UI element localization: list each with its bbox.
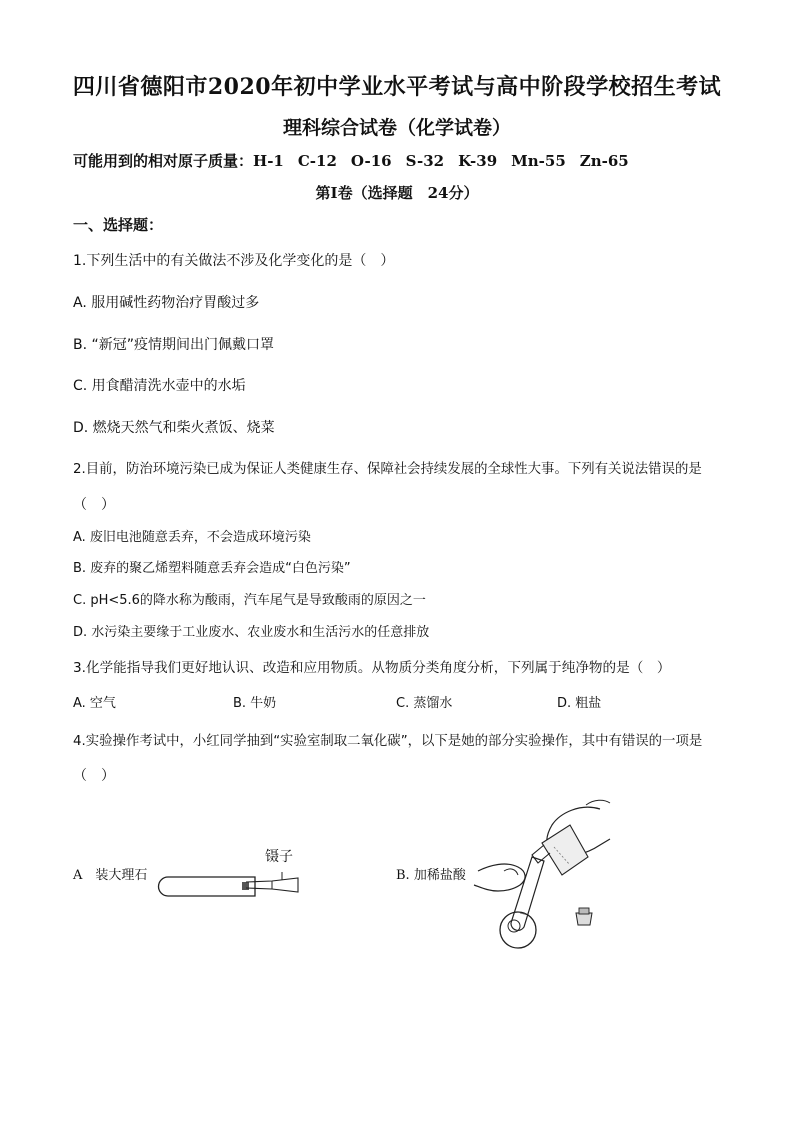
mass-item: S-32 (405, 152, 445, 170)
question-2-stem: 2.目前，防治环境污染已成为保证人类健康生存、保障社会持续发展的全球性大事。下列有关说法错误的是 (73, 462, 702, 477)
question-1-option-b: B. “新冠”疫情期间出门佩戴口罩 (73, 337, 275, 353)
question-1-option-a: A. 服用碱性药物治疗胃酸过多 (73, 295, 260, 311)
question-2-option-d: D. 水污染主要缘于工业废水、农业废水和生活污水的任意排放 (73, 625, 430, 640)
question-3-stem: 3.化学能指导我们更好地认识、改造和应用物质。从物质分类角度分析，下列属于纯净物的是（ ） (73, 660, 671, 676)
question-2-option-c: C. pH<5.6的降水称为酸雨，汽车尾气是导致酸雨的原因之一 (73, 593, 426, 608)
mass-item: C-12 (297, 152, 337, 170)
tweezers-label: 镊子 (265, 849, 293, 865)
marble-piece (242, 882, 249, 890)
question-1-stem: 1.下列生活中的有关做法不涉及化学变化的是（ ） (73, 253, 395, 269)
question-1-option-d: D. 燃烧天然气和柴火煮饭、烧菜 (73, 420, 275, 436)
figure-a-test-tube-tweezers (150, 862, 310, 902)
mass-item: O-16 (350, 152, 392, 170)
mass-item: K-39 (458, 152, 498, 170)
question-2-answer-paren: （ ） (73, 497, 115, 513)
section-heading: 一、选择题： (73, 216, 164, 234)
question-3-option-d: D. 粗盐 (557, 696, 602, 711)
mass-item: Mn-55 (511, 152, 566, 170)
question-1-option-c: C. 用食醋清洗水壶中的水垢 (73, 378, 246, 394)
question-3-option-c: C. 蒸馏水 (396, 696, 453, 711)
question-4-answer-paren: （ ） (73, 768, 115, 784)
mass-item: Zn-65 (579, 152, 629, 170)
exam-title: 四川省德阳市2020年初中学业水平考试与高中阶段学校招生考试 (72, 74, 722, 100)
question-4-stem: 4.实验操作考试中，小红同学抽到“实验室制取二氧化碳”，以下是她的部分实验操作，其中有错误的一项是 (73, 734, 703, 749)
exam-subtitle: 理科综合试卷（化学试卷） (282, 117, 511, 139)
question-2-option-a: A. 废旧电池随意丢弃，不会造成环境污染 (73, 530, 311, 545)
figure-b-pouring-acid (470, 795, 650, 955)
mass-item: H-1 (253, 152, 284, 170)
question-2-option-b: B. 废弃的聚乙烯塑料随意丢弃会造成“白色污染” (73, 561, 351, 576)
atomic-masses-label: 可能用到的相对原子质量： (73, 152, 254, 170)
question-3-option-a: A. 空气 (73, 696, 116, 711)
atomic-masses-line (73, 150, 643, 171)
part-heading: 第Ⅰ卷（选择题 24分） (315, 184, 479, 202)
question-3-option-b: B. 牛奶 (233, 696, 277, 711)
figure-a-label: A 装大理石 (73, 868, 148, 883)
figure-b-label: B. 加稀盐酸 (396, 868, 466, 883)
